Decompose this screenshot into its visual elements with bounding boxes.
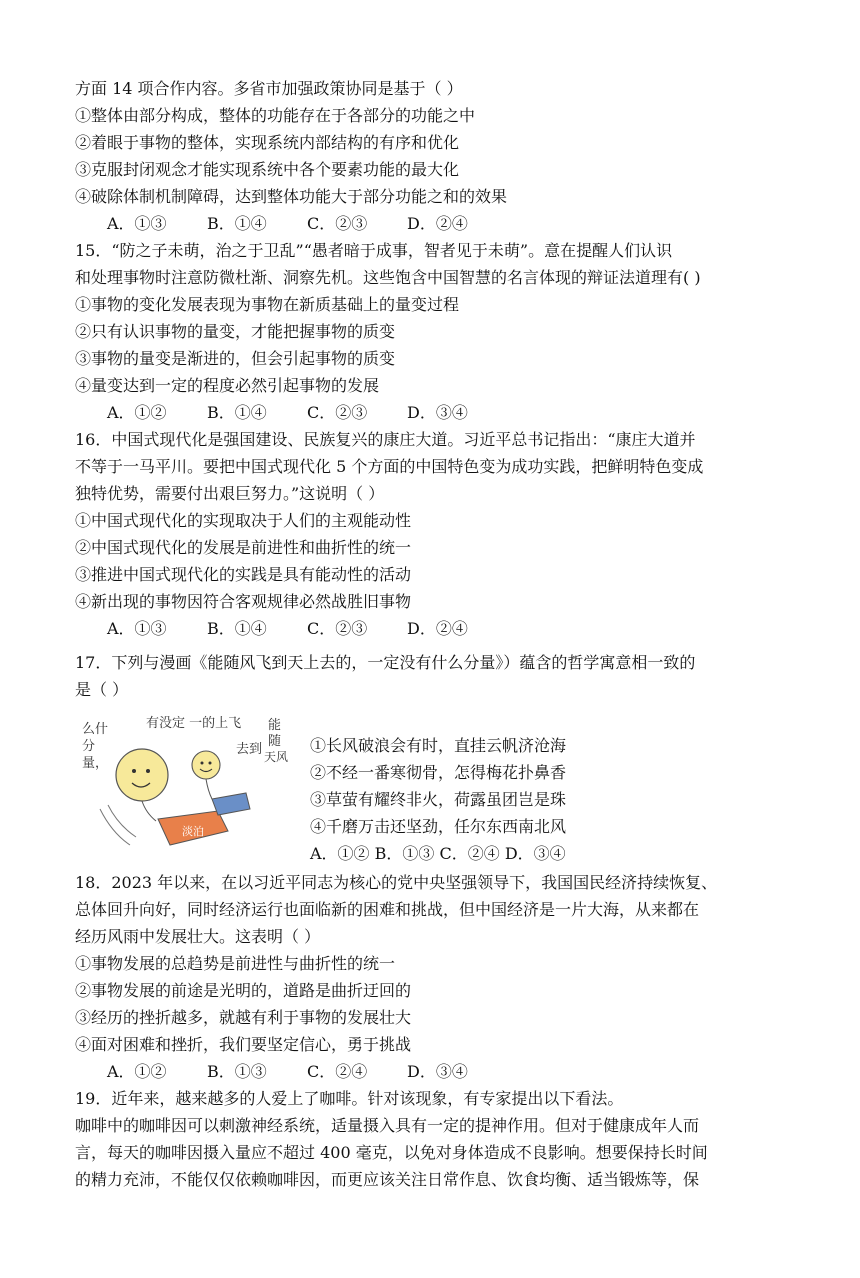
- q14-option-c[interactable]: C．②③: [307, 214, 368, 233]
- q18-stem-line-1: 18．2023 年以来，在以习近平同志为核心的党中央坚强领导下，我国国民经济持续恢复、: [75, 873, 718, 892]
- q16-option-d[interactable]: D．②④: [407, 619, 468, 638]
- q14-statement-3: ③克服封闭观念才能实现系统中各个要素功能的最大化: [75, 160, 460, 179]
- q16-statement-2: ②中国式现代化的发展是前进性和曲折性的统一: [75, 538, 412, 557]
- q16-stem-line-1: 16．中国式现代化是强国建设、民族复兴的康庄大道。习近平总书记指出：“康庄大道并: [75, 430, 696, 449]
- q17-options[interactable]: A．①② B．①③ C．②④ D．③④: [310, 844, 566, 863]
- q18-statement-4: ④面对困难和挫折，我们要坚定信心，勇于挑战: [75, 1035, 412, 1054]
- q19-stem-line-3: 言，每天的咖啡因摄入量应不超过 400 毫克，以免对身体造成不良影响。想要保持长时间: [75, 1143, 708, 1162]
- q16-statement-3: ③推进中国式现代化的实践是具有能动性的活动: [75, 565, 412, 584]
- q17-cartoon-image: [78, 713, 300, 865]
- q16-stem-line-3: 独特优势，需要付出艰巨努力。”这说明（ ）: [75, 484, 385, 503]
- q18-stem-line-3: 经历风雨中发展壮大。这表明（ ）: [75, 927, 321, 946]
- blue-flag-icon: [212, 793, 250, 815]
- q15-statement-2: ②只有认识事物的量变，才能把握事物的质变: [75, 322, 396, 341]
- q15-stem-line-2: 和处理事物时注意防微杜渐、洞察先机。这些饱含中国智慧的名言体现的辩证法道理有( ): [75, 268, 701, 287]
- q14-stem-tail: 方面 14 项合作内容。多省市加强政策协同是基于（ ）: [75, 79, 463, 98]
- q15-option-a[interactable]: A．①②: [107, 403, 167, 422]
- q18-statement-1: ①事物发展的总趋势是前进性与曲折性的统一: [75, 954, 396, 973]
- q15-statement-4: ④量变达到一定的程度必然引起事物的发展: [75, 376, 380, 395]
- q17-item-4: ④千磨万击还坚劲，任尔东西南北风: [310, 817, 567, 836]
- q19-stem-line-2: 咖啡中的咖啡因可以刺激神经系统，适量摄入具有一定的提神作用。但对于健康成年人而: [75, 1116, 700, 1135]
- q16-statement-4: ④新出现的事物因符合客观规律必然战胜旧事物: [75, 592, 412, 611]
- q19-stem-line-1: 19．近年来，越来越多的人爱上了咖啡。针对该现象，有专家提出以下看法。: [75, 1089, 624, 1108]
- q18-option-d[interactable]: D．③④: [407, 1062, 468, 1081]
- cartoon-caption-left-1: 么什: [82, 722, 109, 737]
- q17-stem-line-2: 是（ ）: [75, 680, 129, 699]
- cartoon-caption-left-3: 量，: [82, 756, 109, 771]
- q18-statement-3: ③经历的挫折越多，就越有利于事物的发展壮大: [75, 1008, 412, 1027]
- small-balloon-icon: [192, 751, 220, 779]
- q14-options: [107, 214, 468, 234]
- cartoon-caption-left-2: 分: [82, 739, 96, 754]
- cartoon-caption-right-1: 能: [268, 718, 282, 733]
- q16-option-c[interactable]: C．②③: [307, 619, 368, 638]
- q18-option-b[interactable]: B．①③: [207, 1062, 267, 1081]
- q16-option-a[interactable]: A．①③: [107, 619, 167, 638]
- q18-stem-line-2: 总体回升向好，同时经济运行也面临新的困难和挑战，但中国经济是一片大海，从来都在: [75, 900, 700, 919]
- q15-option-d[interactable]: D．③④: [407, 403, 468, 422]
- q17-item-3: ③草萤有耀终非火，荷露虽团岂是珠: [310, 790, 567, 809]
- q15-statement-3: ③事物的量变是渐进的，但会引起事物的质变: [75, 349, 396, 368]
- cartoon-caption-right-3: 天风: [264, 750, 289, 764]
- q16-stem-line-2: 不等于一马平川。要把中国式现代化 5 个方面的中国特色变为成功实践，把鲜明特色变成: [75, 457, 704, 476]
- q14-statement-4: ④破除体制机制障碍，达到整体功能大于部分功能之和的效果: [75, 187, 508, 206]
- q15-stem-line-1: 15．“防之子未萌，治之于卫乱”“愚者暗于成事，智者见于未萌”。意在提醒人们认识: [75, 241, 673, 260]
- q14-statement-2: ②着眼于事物的整体，实现系统内部结构的有序和优化: [75, 133, 460, 152]
- q16-option-b[interactable]: B．①④: [207, 619, 267, 638]
- q18-options: [107, 1062, 468, 1082]
- q16-options: [107, 619, 468, 639]
- q17-stem-line-1: 17．下列与漫画《能随风飞到天上去的，一定没有什么分量》）蕴含的哲学寓意相一致的: [75, 653, 696, 672]
- q14-option-d[interactable]: D．②④: [407, 214, 468, 233]
- q14-option-b[interactable]: B．①④: [207, 214, 267, 233]
- q17-item-2: ②不经一番寒彻骨，怎得梅花扑鼻香: [310, 763, 567, 782]
- q15-option-c[interactable]: C．②③: [307, 403, 368, 422]
- cartoon-caption-right-2: 随: [268, 734, 282, 749]
- cartoon-caption-middle: 有没定 一的上飞: [146, 716, 242, 731]
- q15-option-b[interactable]: B．①④: [207, 403, 267, 422]
- q15-options: [107, 403, 468, 423]
- q18-option-a[interactable]: A．①②: [107, 1062, 167, 1081]
- q18-option-c[interactable]: C．②④: [307, 1062, 368, 1081]
- flag-text: 淡泊: [182, 825, 204, 838]
- q16-statement-1: ①中国式现代化的实现取决于人们的主观能动性: [75, 511, 412, 530]
- q15-statement-1: ①事物的变化发展表现为事物在新质基础上的量变过程: [75, 295, 460, 314]
- cartoon-caption-balloon: 去到: [236, 742, 263, 757]
- q19-stem-line-4: 的精力充沛，不能仅仅依赖咖啡因，而更应该关注日常作息、饮食均衡、适当锻炼等，保: [75, 1170, 700, 1189]
- q14-statement-1: ①整体由部分构成，整体的功能存在于各部分的功能之中: [75, 106, 476, 125]
- big-balloon-icon: [116, 749, 168, 801]
- q14-option-a[interactable]: A．①③: [107, 214, 167, 233]
- q17-item-1: ①长风破浪会有时，直挂云帆济沧海: [310, 736, 567, 755]
- q18-statement-2: ②事物发展的前途是光明的，道路是曲折迂回的: [75, 981, 412, 1000]
